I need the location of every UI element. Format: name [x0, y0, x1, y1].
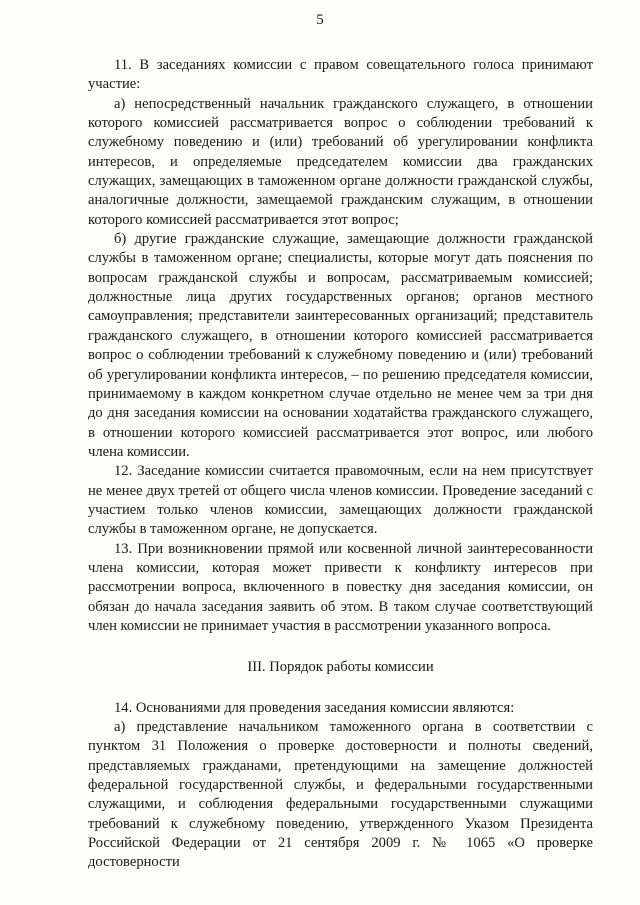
section-heading: III. Порядок работы комиссии	[247, 659, 434, 676]
page-number: 5	[316, 12, 324, 28]
paragraph-11: 11. В заседаниях комиссии с правом совещательного голоса принимают участие:	[88, 57, 593, 93]
paragraph-14-a: а) представление начальником таможенного органа в соответствии с пунктом 31 Положения о проверке достоверности и полноты сведений, представляемых гражданами, претендующими на замещение должностей федеральной государственной службы, и федеральными государственными служащими, и соблюдения федеральными государственными служащими требований к служебному поведению, утвержденного Указом Президента Российской Федерации от 21 сентября 2009 г. № 1065 «О проверке достоверности	[88, 719, 593, 871]
paragraph-13: 13. При возникновении прямой или косвенной личной заинтересованности члена комиссии, которая может привести к конфликту интересов при рассмотрении вопроса, включенного в повестку дня заседания комиссии, он обязан до начала заседания заявить об этом. В таком случае соответствующий член комиссии не принимает участия в рассмотрении указанного вопроса.	[88, 540, 593, 634]
paragraph-11-a: а) непосредственный начальник гражданского служащего, в отношении которого комиссией рассматривается вопрос о соблюдении требований к служебному поведению и (или) требований об урегулировании конфликта интересов, и определяемые председателем комиссии два гражданских служащих, замещающих в таможенном органе должности гражданской службы, аналогичные должности, замещаемой гражданским служащим, в отношении которого комиссией рассматривается этот вопрос;	[88, 95, 593, 228]
paragraph-11-b: б) другие гражданские служащие, замещающие должности гражданской службы в таможенном органе; специалисты, которые могут дать пояснения по вопросам гражданской службы и вопросам, рассматриваемым комиссией; должностные лица других государственных органов; органов местного самоуправления; представители заинтересованных организаций; представитель гражданского служащего, в отношении которого комиссией рассматривается вопрос о соблюдении требований к служебному поведению и (или) требований об урегулировании конфликта интересов, – по решению председателя комиссии, принимаемому в каждом конкретном случае отдельно не менее чем за три дня до дня заседания комиссии на основании ходатайства гражданского служащего, в отношении которого комиссией рассматривается этот вопрос, или любого члена комиссии.	[88, 231, 593, 460]
document-body	[88, 56, 593, 873]
paragraph-12: 12. Заседание комиссии считается правомочным, если на нем присутствует не менее двух третей от общего числа членов комиссии. Проведение заседаний с участием только членов комиссии, замещающих должности гражданской службы в таможенном органе, не допускается.	[88, 463, 593, 538]
paragraph-14: 14. Основаниями для проведения заседания комиссии являются:	[114, 699, 515, 716]
